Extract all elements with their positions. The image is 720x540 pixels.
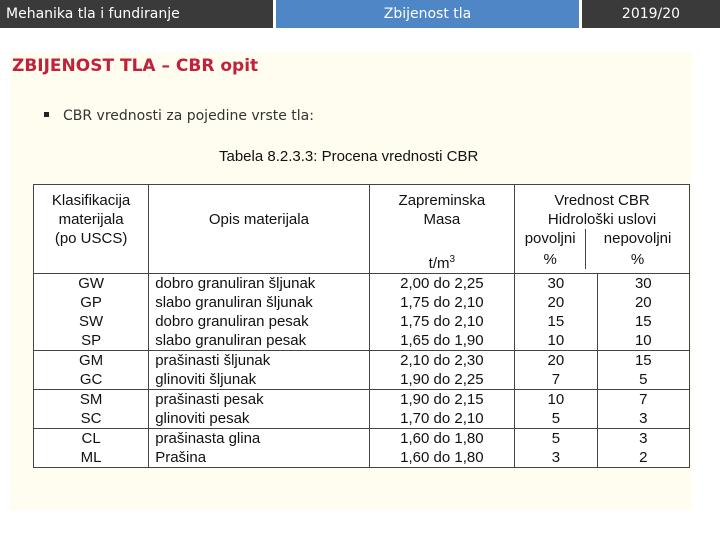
cell-povoljni: 5 [515, 409, 597, 429]
cell-opis: slabo granuliran pesak [149, 331, 369, 351]
header-opis-text: Opis materijala [208, 211, 309, 228]
header-masa-line1: Zapreminska [398, 192, 486, 209]
header-nepovoljni [586, 229, 689, 269]
cell-povoljni: 20 [515, 351, 597, 371]
cell-masa: 1,70 do 2,10 [369, 409, 514, 429]
cell-opis: glinoviti šljunak [149, 370, 369, 390]
cell-masa: 1,75 do 2,10 [369, 293, 514, 312]
cell-povoljni: 3 [515, 448, 597, 468]
cell-nepovoljni: 30 [597, 274, 689, 294]
cell-code: SC [34, 409, 149, 429]
header-topic [276, 0, 579, 28]
cell-opis: slabo granuliran šljunak [149, 293, 369, 312]
cell-opis: Prašina [149, 448, 369, 468]
cell-code: GW [34, 274, 149, 294]
cell-nepovoljni: 7 [597, 390, 689, 410]
header-klasifikacija [34, 185, 149, 274]
cell-nepovoljni: 15 [597, 351, 689, 371]
cell-masa: 1,60 do 1,80 [369, 448, 514, 468]
table-row [34, 409, 690, 429]
header-masa-line2: Masa [423, 211, 461, 228]
cell-masa: 1,60 do 1,80 [369, 429, 514, 449]
cell-code: ML [34, 448, 149, 468]
cell-povoljni: 10 [515, 331, 597, 351]
table-row [34, 429, 690, 449]
povoljni-text: povoljni [524, 230, 576, 247]
cell-nepovoljni: 10 [597, 331, 689, 351]
cell-masa: 1,90 do 2,25 [369, 370, 514, 390]
bullet-item [44, 108, 314, 124]
cell-opis: dobro granuliran šljunak [149, 274, 369, 294]
header-klas-line2: materijala [58, 211, 124, 228]
slide-title: ZBIJENOST TLA – CBR opit [12, 56, 259, 76]
cell-nepovoljni: 5 [597, 370, 689, 390]
table-row [34, 293, 690, 312]
course-title: Mehanika tla i fundiranje [6, 6, 180, 22]
table-row [34, 312, 690, 331]
bullet-square-icon [44, 112, 49, 117]
cell-masa: 2,10 do 2,30 [369, 351, 514, 371]
header-masa [369, 185, 514, 274]
cell-code: SP [34, 331, 149, 351]
table-row [34, 351, 690, 371]
header-povoljni [515, 229, 586, 269]
table-row [34, 370, 690, 390]
unit-text: t/m [428, 255, 450, 272]
header-course [0, 0, 273, 28]
header-year [582, 0, 720, 28]
cell-opis: prašinasti šljunak [149, 351, 369, 371]
table-header-row [34, 185, 690, 274]
cell-povoljni: 5 [515, 429, 597, 449]
cell-masa: 1,90 do 2,15 [369, 390, 514, 410]
header-cbr-line2: Hidrološki uslovi [547, 211, 657, 228]
cell-opis: glinoviti pesak [149, 409, 369, 429]
table-row [34, 448, 690, 468]
nepovoljni-unit: % [630, 251, 645, 268]
header-cbr [515, 185, 690, 274]
table-row [34, 274, 690, 294]
table-row [34, 331, 690, 351]
header-klas-line3: (po USCS) [54, 230, 128, 247]
cell-nepovoljni: 3 [597, 429, 689, 449]
cell-povoljni: 15 [515, 312, 597, 331]
cell-code: SW [34, 312, 149, 331]
cell-povoljni: 7 [515, 370, 597, 390]
cell-nepovoljni: 3 [597, 409, 689, 429]
header-klas-line1: Klasifikacija [51, 192, 131, 209]
cell-code: CL [34, 429, 149, 449]
cell-povoljni: 20 [515, 293, 597, 312]
year-label: 2019/20 [621, 6, 681, 22]
unit-exponent: 3 [449, 254, 456, 265]
cell-nepovoljni: 15 [597, 312, 689, 331]
cell-code: GP [34, 293, 149, 312]
cell-opis: prašinasti pesak [149, 390, 369, 410]
header-opis [149, 185, 369, 274]
header-cbr-sub [515, 229, 689, 269]
cell-nepovoljni: 20 [597, 293, 689, 312]
cell-opis: dobro granuliran pesak [149, 312, 369, 331]
cell-code: GM [34, 351, 149, 371]
cell-povoljni: 10 [515, 390, 597, 410]
topic-title: Zbijenost tla [383, 6, 472, 22]
cell-masa: 1,65 do 1,90 [369, 331, 514, 351]
povoljni-unit: % [543, 251, 557, 268]
header-masa-unit [376, 250, 508, 273]
bullet-text: CBR vrednosti za pojedine vrste tla: [63, 108, 314, 124]
header-cbr-line1: Vrednost CBR [554, 192, 650, 209]
cell-code: GC [34, 370, 149, 390]
cbr-table [33, 184, 690, 468]
cell-nepovoljni: 2 [597, 448, 689, 468]
table-row [34, 390, 690, 410]
cell-masa: 2,00 do 2,25 [369, 274, 514, 294]
cell-masa: 1,75 do 2,10 [369, 312, 514, 331]
cell-povoljni: 30 [515, 274, 597, 294]
table-caption: Tabela 8.2.3.3: Procena vrednosti CBR [219, 148, 479, 165]
cell-opis: prašinasta glina [149, 429, 369, 449]
cell-code: SM [34, 390, 149, 410]
nepovoljni-text: nepovoljni [603, 230, 672, 247]
